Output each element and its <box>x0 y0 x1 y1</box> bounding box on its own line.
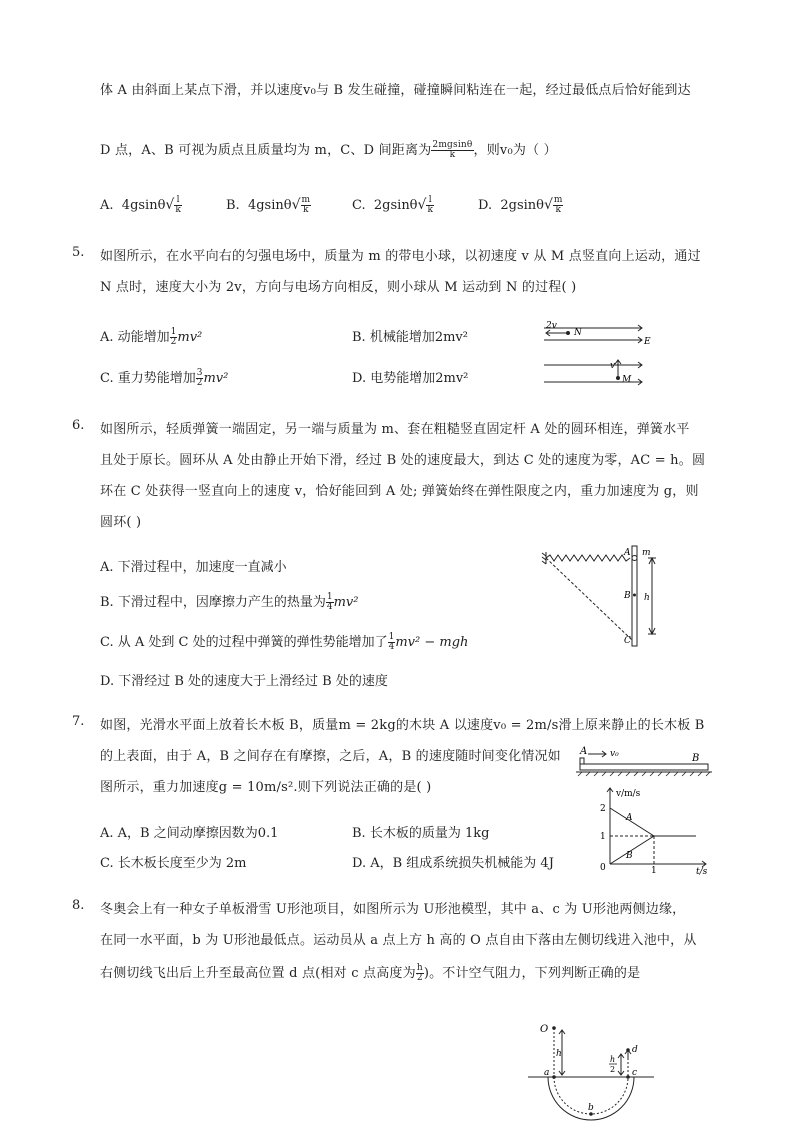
q6-line3: 环在 C 处获得一竖直向上的速度 v，恰好能回到 A 处; 弹簧始终在弹性限度之内，重力加速度为 g，则 <box>100 484 699 499</box>
q5-c-fn: 3 <box>196 368 203 378</box>
q8-u-pool-figure <box>526 1020 656 1123</box>
q7-fig-B: B <box>692 753 700 764</box>
q6-option-a[interactable]: A. 下滑过程中，加速度一直减小 <box>100 560 287 575</box>
q4-option-d-root-num: m <box>553 195 563 205</box>
q7-option-d[interactable]: D. A，B 组成系统损失机械能为 4J <box>352 856 554 871</box>
q6-c-fd: 4 <box>388 642 395 652</box>
q7-option-a[interactable]: A. A，B 之间动摩擦因数为0.1 <box>100 826 279 841</box>
q8-line3-b: )。不计空气阻力，下列判断正确的是 <box>423 966 641 981</box>
q5-electric-field-figure <box>540 318 655 390</box>
q5-a-fd: 2 <box>170 337 177 347</box>
q4-option-b[interactable]: B. 4gsinθ√ $\frac{m}{k}$ <box>226 195 311 215</box>
q7-graph-x-label: t/s <box>696 867 708 876</box>
q4-option-d-text: 2gsinθ <box>500 198 544 213</box>
q7-graph-label-b: B <box>626 851 633 861</box>
q6-b-fd: 4 <box>326 602 333 612</box>
q4-option-c-text: 2gsinθ <box>373 198 418 213</box>
q4-option-c-root-den: k <box>427 205 433 215</box>
q5-fig-E: E <box>644 337 651 347</box>
q4-option-d[interactable]: D. 2gsinθ√ $\frac{m}{k}$ <box>478 195 563 215</box>
q5-option-c-tail: mv² <box>203 371 229 386</box>
q6-line2: 且处于原长。圆环从 A 处由静止开始下滑，经过 B 处的速度最大，到达 C 处的速度为零，AC = h。圆 <box>100 453 706 468</box>
q5-fig-M: M <box>622 375 632 385</box>
q4-option-b-root-num: m <box>301 195 311 205</box>
q7-graph-xtick-1: 1 <box>651 866 657 876</box>
q6-option-c-tail: mv² − mgh <box>395 635 469 650</box>
q6-option-c-text: C. 从 A 处到 C 处的过程中弹簧的弹性势能增加了 <box>100 635 388 650</box>
q4-option-c-label: C. <box>352 198 366 213</box>
q7-velocity-time-graph <box>592 784 714 876</box>
q6-line4: 圆环( ) <box>100 515 142 530</box>
q6-line1: 如图所示，轻质弹簧一端固定，另一端与质量为 m、套在粗糙竖直固定杆 A 处的圆环相连，弹簧水平 <box>100 422 690 437</box>
q4-option-a-root-num: l <box>174 196 181 206</box>
q6-c-fn: 1 <box>388 632 395 642</box>
q5-number: 5. <box>72 245 85 260</box>
q7-fig-v0: v₀ <box>610 749 619 759</box>
q7-graph-tick-2: 2 <box>600 804 606 814</box>
q7-graph-origin: 0 <box>600 863 606 873</box>
q7-graph-tick-1: 1 <box>600 832 606 842</box>
q4-option-c-root <box>426 196 433 215</box>
q5-option-c[interactable] <box>100 367 228 388</box>
q7-option-b[interactable]: B. 长木板的质量为 1kg <box>352 826 490 841</box>
q4-line2-b: ，则v₀为（ ） <box>473 143 557 158</box>
q4-option-b-root-den: k <box>303 205 309 215</box>
q4-option-a-root <box>174 196 181 215</box>
q7-graph-label-a: A <box>626 813 633 823</box>
q5-a-fn: 1 <box>170 327 177 337</box>
q8-fig-O: O <box>540 1024 549 1035</box>
q6-option-b-frac <box>326 593 334 612</box>
q4-frac-num: 2mgsinθ <box>432 140 473 150</box>
q5-fig-N: N <box>574 328 582 338</box>
q6-number: 6. <box>72 418 85 433</box>
q4-distance-fraction <box>431 141 473 160</box>
q6-option-d[interactable]: D. 下滑经过 B 处的速度大于上滑经过 B 处的速度 <box>100 674 388 689</box>
q8-line3-a: 右侧切线飞出后上升至最高位置 d 点(相对 c 点高度为 <box>100 966 416 981</box>
q8-fig-d: d <box>632 1045 638 1055</box>
q5-c-fd: 2 <box>196 378 203 388</box>
q4-line2 <box>100 139 557 160</box>
q6-fig-C: C <box>624 636 631 646</box>
q7-line2: 的上表面，由于 A，B 之间存在有摩擦，之后，A，B 的速度随时间变化情况如 <box>100 749 561 764</box>
q7-board-figure <box>574 742 714 780</box>
q5-option-a[interactable] <box>100 326 202 347</box>
q4-option-b-label: B. <box>226 198 240 213</box>
q4-option-d-root <box>553 196 564 215</box>
q4-option-d-label: D. <box>478 198 493 213</box>
q4-option-a[interactable]: A. 4gsinθ√ $\frac{l}{k}$ <box>100 195 181 215</box>
q7-option-c[interactable]: C. 长木板长度至少为 2m <box>100 856 247 871</box>
q8-line3 <box>100 962 640 983</box>
q6-fig-A: A <box>624 548 631 558</box>
q5-line2: N 点时，速度大小为 2v，方向与电场方向相反，则小球从 M 运动到 N 的过程( ) <box>100 280 577 295</box>
q5-option-a-tail: mv² <box>177 330 203 345</box>
q8-fig-c: c <box>632 1068 638 1078</box>
q4-option-a-label: A. <box>100 198 114 213</box>
q5-fig-2v: 2v <box>546 321 557 331</box>
q6-option-b-tail: mv² <box>333 595 359 610</box>
q7-graph-y-label: v/m/s <box>616 789 641 799</box>
q8-number: 8. <box>72 898 85 913</box>
q8-fd: 2 <box>416 973 423 983</box>
q6-option-b-text: B. 下滑过程中，因摩擦力产生的热量为 <box>100 595 326 610</box>
q8-fig-a: a <box>544 1068 550 1078</box>
q8-line2: 在同一水平面，b 为 U形池最低点。运动员从 a 点上方 h 高的 O 点自由下落由左侧切线进入池中，从 <box>100 933 697 948</box>
q4-option-a-text: 4gsinθ <box>121 198 166 213</box>
q6-fig-m: m <box>642 548 651 558</box>
q8-fig-b: b <box>588 1103 594 1113</box>
q4-option-a-root-den: k <box>175 205 181 215</box>
q6-option-b[interactable] <box>100 591 358 612</box>
q8-fig-h-den: 2 <box>610 1065 616 1074</box>
q6-spring-rod-figure <box>538 544 668 648</box>
q4-option-b-text: 4gsinθ <box>247 198 292 213</box>
q6-fig-B: B <box>624 591 631 601</box>
q4-line2-a: D 点，A、B 可视为质点且质量均为 m，C、D 间距离为 <box>100 143 432 158</box>
q6-option-c[interactable] <box>100 631 468 652</box>
q5-option-c-text: C. 重力势能增加 <box>100 371 196 386</box>
q5-line1: 如图所示，在水平向右的匀强电场中，质量为 m 的带电小球，以初速度 v 从 M 点竖直向上运动，通过 <box>100 249 701 264</box>
q7-line3: 图所示，重力加速度g = 10m/s².则下列说法正确的是( ) <box>100 780 432 795</box>
q4-option-d-root-den: k <box>555 205 561 215</box>
q5-fig-v: v <box>610 361 616 371</box>
q4-frac-den: k <box>449 150 456 160</box>
q6-fig-h: h <box>644 593 650 603</box>
q4-line1: 体 A 由斜面上某点下滑，并以速度v₀与 B 发生碰撞，碰撞瞬间粘连在一起，经过最低点后恰好能到达 <box>100 83 691 98</box>
q8-fig-h-num: h <box>610 1055 616 1064</box>
q4-option-c-root-num: l <box>426 196 433 206</box>
q8-height-fraction <box>416 964 424 983</box>
q4-option-b-root <box>301 196 312 215</box>
q6-b-fn: 1 <box>326 592 333 602</box>
q7-line1: 如图，光滑水平面上放着长木板 B，质量m = 2kg的木块 A 以速度v₀ = 2m/s滑上原来静止的长木板 B <box>100 718 705 733</box>
q5-option-d[interactable]: D. 电势能增加2mv² <box>352 371 469 386</box>
q7-number: 7. <box>72 714 85 729</box>
q8-line1: 冬奥会上有一种女子单板滑雪 U形池项目，如图所示为 U形池模型，其中 a、c 为 U形池两侧边缘， <box>100 902 686 917</box>
q8-fig-h: h <box>556 1049 562 1059</box>
q5-option-a-text: A. 动能增加 <box>100 330 170 345</box>
q8-fn: h <box>416 963 423 973</box>
q4-option-c[interactable]: C. 2gsinθ√ $\frac{l}{k}$ <box>352 195 433 215</box>
q7-fig-A: A <box>580 746 588 757</box>
q5-option-b[interactable]: B. 机械能增加2mv² <box>352 330 468 345</box>
